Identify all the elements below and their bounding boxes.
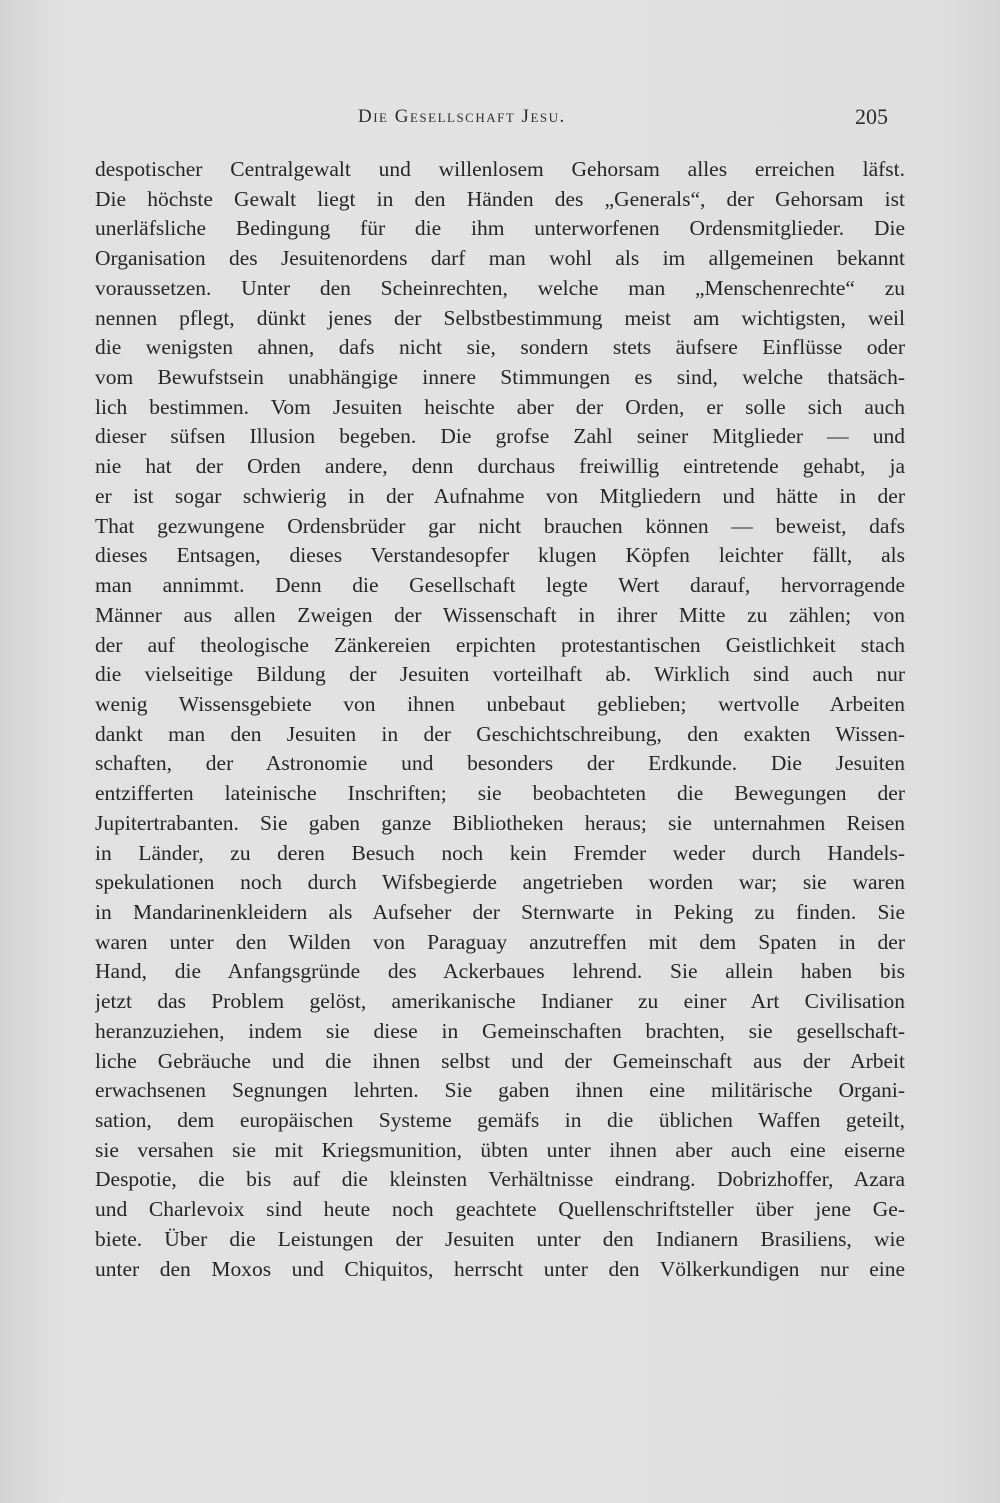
text-line: liche Gebräuche und die ihnen selbst und der Gemeinschaft aus der Arbeit <box>95 1048 905 1073</box>
text-line: lich bestimmen. Vom Jesuiten heischte aber der Orden, er solle sich auch <box>95 394 905 419</box>
text-line: unter den Moxos und Chiquitos, herrscht unter den Völkerkundigen nur eine <box>95 1256 905 1281</box>
text-line: er ist sogar schwierig in der Aufnahme von Mitgliedern und hätte in der <box>95 483 905 508</box>
page-number: 205 <box>855 104 888 129</box>
text-line: despotischer Centralgewalt und willenlosem Gehorsam alles erreichen läfst. <box>95 157 905 181</box>
text-line: Despotie, die bis auf die kleinsten Verhältnisse eindrang. Dobrizhoffer, Azara <box>95 1167 905 1192</box>
text-line: erwachsenen Segnungen lehrten. Sie gaben ihnen eine militärische Organi- <box>95 1078 905 1103</box>
text-line: waren unter den Wilden von Paraguay anzutreffen mit dem Spaten in der <box>95 929 905 954</box>
text-line: voraussetzen. Unter den Scheinrechten, welche man „Menschenrechte“ zu <box>95 275 905 300</box>
text-line: wenig Wissensgebiete von ihnen unbebaut geblieben; wertvolle Arbeiten <box>95 691 905 716</box>
text-line: unerläfsliche Bedingung für die ihm unterworfenen Ordensmitglieder. Die <box>95 216 905 241</box>
text-line: man annimmt. Denn die Gesellschaft legte Wert darauf, hervorragende <box>95 573 905 598</box>
text-line: Die höchste Gewalt liegt in den Händen des „Generals“, der Gehorsam ist <box>95 186 905 211</box>
text-line: dankt man den Jesuiten in der Geschichtschreibung, den exakten Wissen- <box>95 721 905 746</box>
text-line: nennen pflegt, dünkt jenes der Selbstbestimmung meist am wichtigsten, weil <box>95 305 905 330</box>
text-line: biete. Über die Leistungen der Jesuiten unter den Indianern Brasiliens, wie <box>95 1226 905 1251</box>
text-line: heranzuziehen, indem sie diese in Gemeinschaften brachten, sie gesellschaft- <box>95 1018 905 1043</box>
text-line: sation, dem europäischen Systeme gemäfs in die üblichen Waffen geteilt, <box>95 1108 905 1132</box>
text-line: schaften, der Astronomie und besonders der Erdkunde. Die Jesuiten <box>95 751 905 776</box>
text-line: Organisation des Jesuitenordens darf man wohl als im allgemeinen bekannt <box>95 246 905 271</box>
text-line: nie hat der Orden andere, denn durchaus freiwillig eintretende gehabt, ja <box>95 454 905 479</box>
text-line: spekulationen noch durch Wifsbegierde angetrieben worden war; sie waren <box>95 870 905 895</box>
text-line: der auf theologische Zänkereien erpichten protestantischen Geistlichkeit stach <box>95 632 905 657</box>
text-line: die vielseitige Bildung der Jesuiten vorteilhaft ab. Wirklich sind auch nur <box>95 662 905 687</box>
text-line: That gezwungene Ordensbrüder gar nicht brauchen können — beweist, dafs <box>95 513 905 538</box>
text-line: sie versahen sie mit Kriegsmunition, übten unter ihnen aber auch eine eiserne <box>95 1137 905 1162</box>
text-line: Jupitertrabanten. Sie gaben ganze Bibliotheken heraus; sie unternahmen Reisen <box>95 810 905 835</box>
text-line: die wenigsten ahnen, dafs nicht sie, sondern stets äufsere Einflüsse oder <box>95 335 905 360</box>
body-text <box>95 155 905 1284</box>
text-line: Männer aus allen Zweigen der Wissenschaft in ihrer Mitte zu zählen; von <box>95 602 905 627</box>
text-line: dieses Entsagen, dieses Verstandesopfer klugen Köpfen leichter fällt, als <box>95 543 905 568</box>
text-line: Hand, die Anfangsgründe des Ackerbaues lehrend. Sie allein haben bis <box>95 959 905 984</box>
running-title: Die Gesellschaft Jesu. <box>358 106 566 127</box>
text-line: vom Bewufstsein unabhängige innere Stimmungen es sind, welche thatsäch- <box>95 365 905 390</box>
text-line: in Mandarinenkleidern als Aufseher der Sternwarte in Peking zu finden. Sie <box>95 899 905 924</box>
text-line: entzifferten lateinische Inschriften; sie beobachteten die Bewegungen der <box>95 781 905 806</box>
text-line: in Länder, zu deren Besuch noch kein Fremder weder durch Handels- <box>95 840 905 865</box>
text-line: dieser süfsen Illusion begeben. Die grofse Zahl seiner Mitglieder — und <box>95 424 905 449</box>
text-line: und Charlevoix sind heute noch geachtete Quellenschriftsteller über jene Ge- <box>95 1197 905 1222</box>
text-line: jetzt das Problem gelöst, amerikanische Indianer zu einer Art Civilisation <box>95 989 905 1014</box>
page-header <box>0 106 1000 136</box>
